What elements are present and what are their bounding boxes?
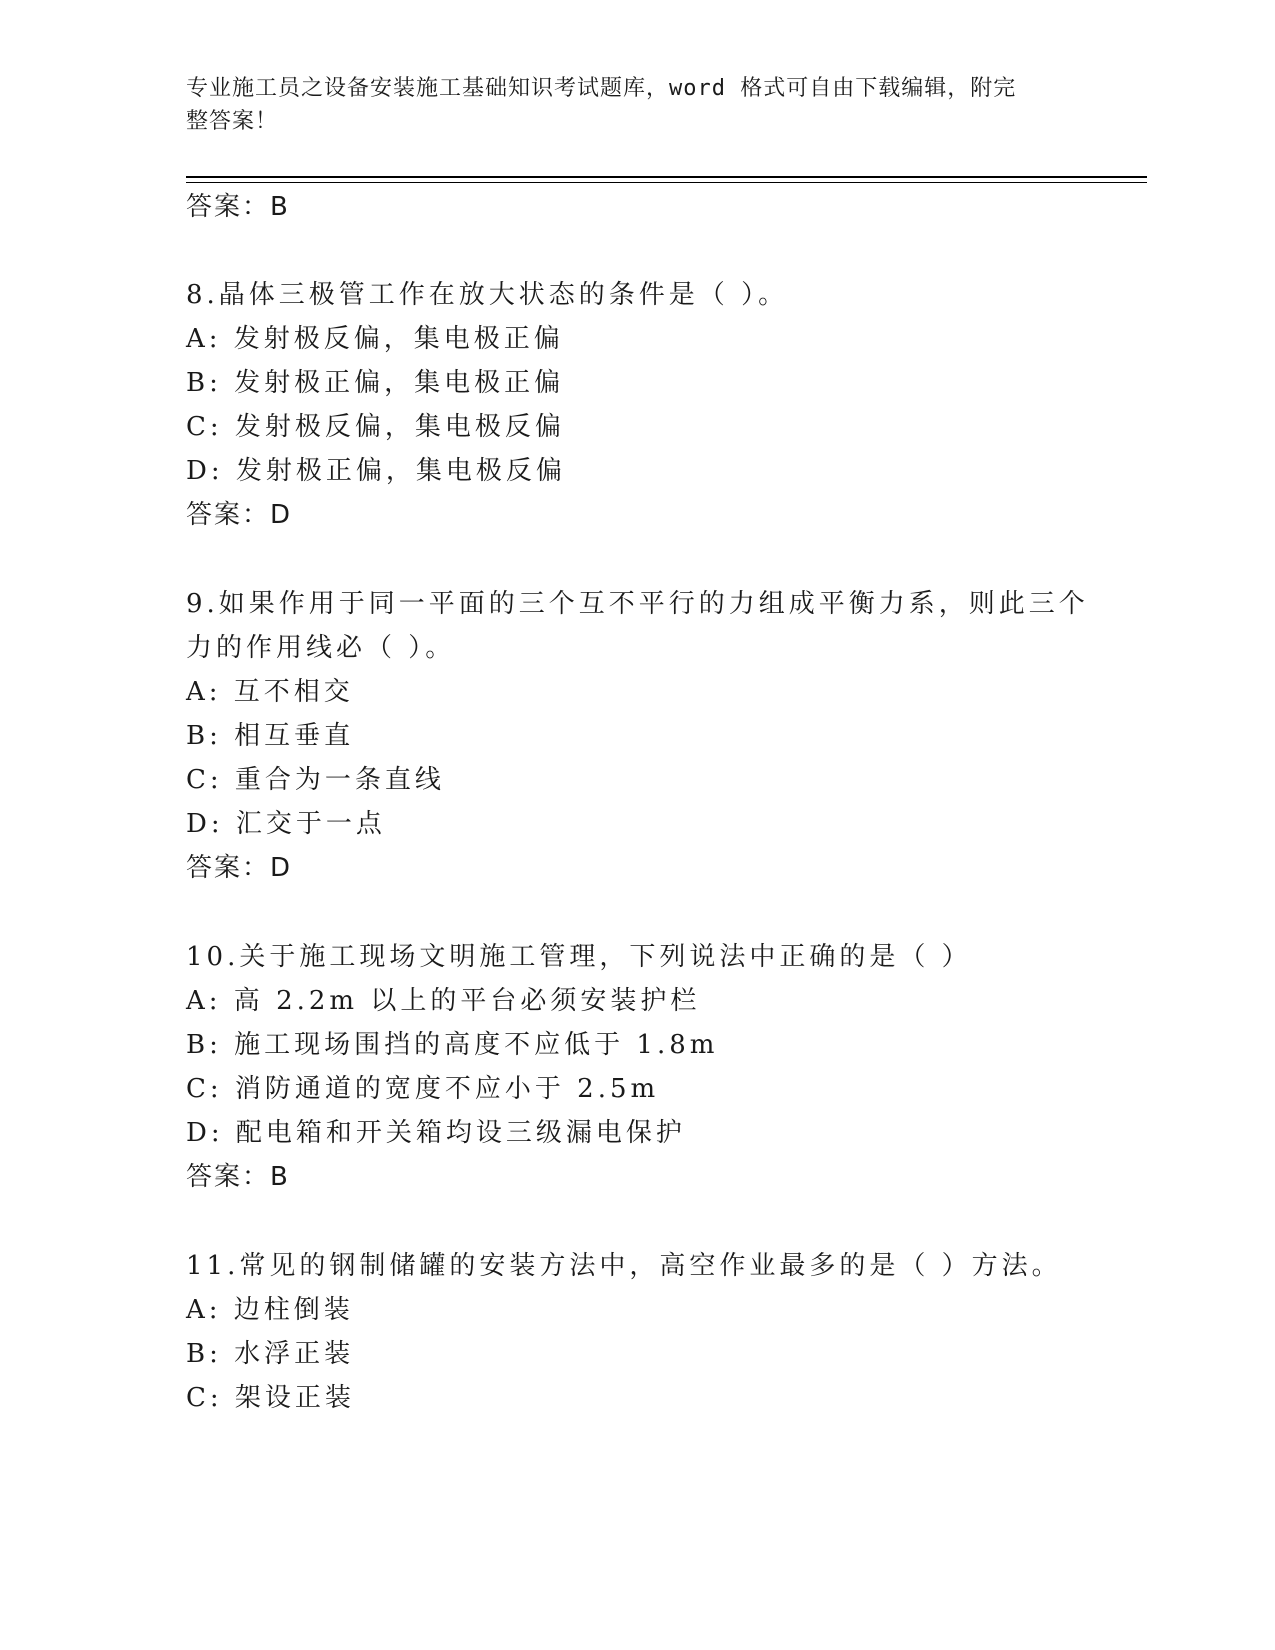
q11-option-c: C: 架设正装 <box>186 1383 355 1413</box>
q8-option-a: A: 发射极反偏，集电极正偏 <box>186 324 564 354</box>
q8-option-b: B: 发射极正偏，集电极正偏 <box>186 368 565 398</box>
q8-answer: 答案：D <box>186 500 293 530</box>
header-rule-thick <box>186 176 1147 178</box>
header-rule-thin <box>186 182 1147 183</box>
question-8: 8.晶体三极管工作在放大状态的条件是（ ）。 <box>186 280 789 310</box>
q9-answer: 答案：D <box>186 853 293 883</box>
q9-option-b: B: 相互垂直 <box>186 721 355 751</box>
question-11: 11.常见的钢制储罐的安装方法中，高空作业最多的是（ ）方法。 <box>186 1251 1062 1281</box>
header-line-1: 专业施工员之设备安装施工基础知识考试题库，word 格式可自由下载编辑，附完 <box>186 76 1017 101</box>
q8-option-d: D: 发射极正偏，集电极反偏 <box>186 456 566 486</box>
q9-option-a: A: 互不相交 <box>186 677 354 707</box>
q9-option-c: C: 重合为一条直线 <box>186 765 445 795</box>
answer-previous: 答案：B <box>186 192 290 222</box>
q9-option-d: D: 汇交于一点 <box>186 809 386 839</box>
q11-option-b: B: 水浮正装 <box>186 1339 355 1369</box>
header-line-2: 整答案！ <box>186 109 279 134</box>
q10-option-c: C: 消防通道的宽度不应小于 2.5m <box>186 1074 660 1104</box>
question-9-line-1: 9.如果作用于同一平面的三个互不平行的力组成平衡力系，则此三个 <box>186 589 1089 619</box>
q10-answer: 答案：B <box>186 1162 290 1192</box>
question-10: 10.关于施工现场文明施工管理，下列说法中正确的是（ ） <box>186 942 972 972</box>
q10-option-a: A: 高 2.2m 以上的平台必须安装护栏 <box>186 986 701 1016</box>
q10-option-d: D: 配电箱和开关箱均设三级漏电保护 <box>186 1118 686 1148</box>
q10-option-b: B: 施工现场围挡的高度不应低于 1.8m <box>186 1030 719 1060</box>
q8-option-c: C: 发射极反偏，集电极反偏 <box>186 412 565 442</box>
document-header <box>186 72 1066 138</box>
q11-option-a: A: 边柱倒装 <box>186 1295 354 1325</box>
question-9-line-2: 力的作用线必（ ）。 <box>186 633 456 663</box>
